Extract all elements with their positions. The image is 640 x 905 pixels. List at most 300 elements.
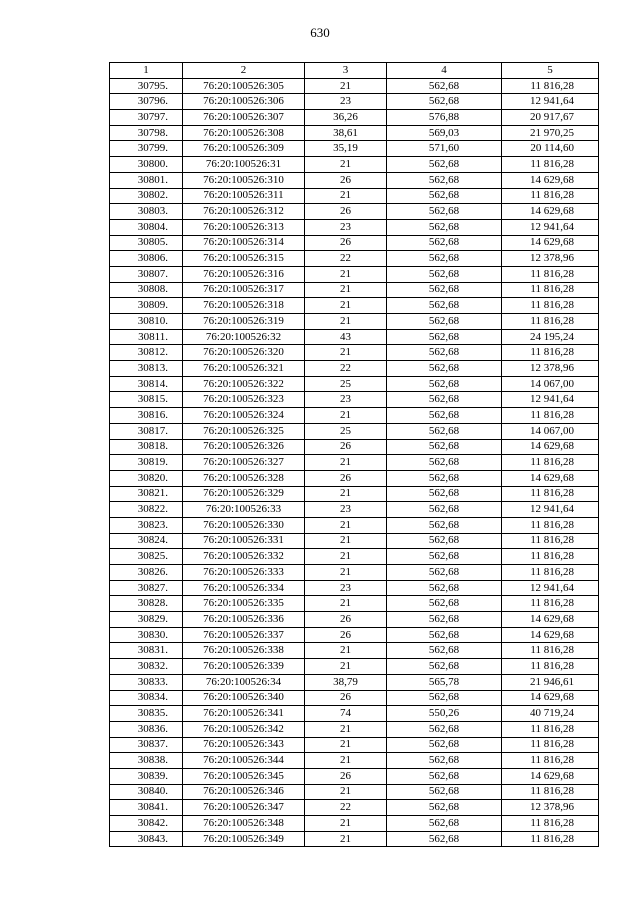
value-cell: 11 816,28 [502,345,599,361]
row-number-cell: 30809. [110,298,183,314]
rate-cell: 562,68 [387,94,502,110]
table-row [110,125,599,141]
table-row [110,580,599,596]
rate-cell: 562,68 [387,204,502,220]
area-cell: 26 [305,470,387,486]
area-cell: 21 [305,549,387,565]
area-cell: 26 [305,612,387,628]
cadastral-number-cell: 76:20:100526:312 [183,204,305,220]
value-cell: 14 629,68 [502,172,599,188]
rate-cell: 562,68 [387,266,502,282]
row-number-cell: 30807. [110,266,183,282]
row-number-cell: 30801. [110,172,183,188]
row-number-cell: 30833. [110,674,183,690]
table-row [110,172,599,188]
table-row [110,721,599,737]
value-cell: 11 816,28 [502,565,599,581]
rate-cell: 562,68 [387,219,502,235]
cadastral-number-cell: 76:20:100526:335 [183,596,305,612]
table-row [110,784,599,800]
value-cell: 11 816,28 [502,816,599,832]
column-header-1: 1 [110,63,183,79]
cadastral-number-cell: 76:20:100526:315 [183,251,305,267]
value-cell: 14 629,68 [502,768,599,784]
area-cell: 21 [305,188,387,204]
area-cell: 23 [305,94,387,110]
table-row [110,266,599,282]
column-header-4: 4 [387,63,502,79]
cadastral-number-cell: 76:20:100526:334 [183,580,305,596]
value-cell: 12 941,64 [502,502,599,518]
value-cell: 14 629,68 [502,627,599,643]
table-row [110,737,599,753]
area-cell: 21 [305,643,387,659]
area-cell: 21 [305,157,387,173]
table-row [110,329,599,345]
cadastral-number-cell: 76:20:100526:342 [183,721,305,737]
table-row [110,78,599,94]
value-cell: 40 719,24 [502,706,599,722]
table-row [110,219,599,235]
page-number: 630 [310,25,330,40]
rate-cell: 562,68 [387,549,502,565]
rate-cell: 562,68 [387,800,502,816]
table-header [110,63,599,79]
table-row [110,439,599,455]
table-row [110,517,599,533]
row-number-cell: 30819. [110,455,183,471]
cadastral-number-cell: 76:20:100526:309 [183,141,305,157]
rate-cell: 562,68 [387,737,502,753]
table-row [110,110,599,126]
area-cell: 38,61 [305,125,387,141]
rate-cell: 562,68 [387,188,502,204]
rate-cell: 562,68 [387,282,502,298]
value-cell: 14 629,68 [502,235,599,251]
value-cell: 21 946,61 [502,674,599,690]
rate-cell: 562,68 [387,690,502,706]
value-cell: 11 816,28 [502,737,599,753]
cadastral-number-cell: 76:20:100526:324 [183,408,305,424]
row-number-cell: 30839. [110,768,183,784]
table-row [110,345,599,361]
rate-cell: 562,68 [387,455,502,471]
row-number-cell: 30796. [110,94,183,110]
area-cell: 22 [305,800,387,816]
rate-cell: 562,68 [387,612,502,628]
row-number-cell: 30821. [110,486,183,502]
cadastral-number-cell: 76:20:100526:319 [183,314,305,330]
row-number-cell: 30820. [110,470,183,486]
table-row [110,455,599,471]
value-cell: 14 629,68 [502,204,599,220]
area-cell: 21 [305,282,387,298]
cadastral-number-cell: 76:20:100526:344 [183,753,305,769]
rate-cell: 569,03 [387,125,502,141]
row-number-cell: 30834. [110,690,183,706]
row-number-cell: 30800. [110,157,183,173]
cadastral-number-cell: 76:20:100526:341 [183,706,305,722]
area-cell: 26 [305,235,387,251]
rate-cell: 562,68 [387,408,502,424]
value-cell: 11 816,28 [502,486,599,502]
table-row [110,816,599,832]
row-number-cell: 30799. [110,141,183,157]
value-cell: 11 816,28 [502,659,599,675]
row-number-cell: 30838. [110,753,183,769]
cadastral-number-cell: 76:20:100526:323 [183,392,305,408]
cadastral-number-cell: 76:20:100526:321 [183,361,305,377]
cadastral-number-cell: 76:20:100526:331 [183,533,305,549]
area-cell: 74 [305,706,387,722]
rate-cell: 562,68 [387,643,502,659]
area-cell: 21 [305,266,387,282]
table-row [110,157,599,173]
rate-cell: 562,68 [387,659,502,675]
cadastral-number-cell: 76:20:100526:348 [183,816,305,832]
table-row [110,768,599,784]
value-cell: 11 816,28 [502,298,599,314]
value-cell: 12 941,64 [502,580,599,596]
area-cell: 21 [305,784,387,800]
value-cell: 20 917,67 [502,110,599,126]
area-cell: 21 [305,486,387,502]
rate-cell: 562,68 [387,345,502,361]
cadastral-number-cell: 76:20:100526:314 [183,235,305,251]
area-cell: 21 [305,455,387,471]
row-number-cell: 30795. [110,78,183,94]
rate-cell: 562,68 [387,533,502,549]
row-number-cell: 30830. [110,627,183,643]
cadastral-number-cell: 76:20:100526:330 [183,517,305,533]
cadastral-number-cell: 76:20:100526:31 [183,157,305,173]
row-number-cell: 30836. [110,721,183,737]
area-cell: 26 [305,690,387,706]
table-row [110,659,599,675]
area-cell: 38,79 [305,674,387,690]
cadastral-number-cell: 76:20:100526:316 [183,266,305,282]
value-cell: 11 816,28 [502,314,599,330]
row-number-cell: 30828. [110,596,183,612]
value-cell: 11 816,28 [502,78,599,94]
value-cell: 11 816,28 [502,188,599,204]
area-cell: 21 [305,314,387,330]
table-row [110,690,599,706]
value-cell: 11 816,28 [502,753,599,769]
value-cell: 11 816,28 [502,596,599,612]
rate-cell: 562,68 [387,423,502,439]
rate-cell: 576,88 [387,110,502,126]
table-row [110,486,599,502]
area-cell: 26 [305,768,387,784]
cadastral-number-cell: 76:20:100526:307 [183,110,305,126]
rate-cell: 562,68 [387,784,502,800]
value-cell: 11 816,28 [502,517,599,533]
value-cell: 11 816,28 [502,157,599,173]
rate-cell: 562,68 [387,361,502,377]
rate-cell: 550,26 [387,706,502,722]
area-cell: 21 [305,721,387,737]
cadastral-number-cell: 76:20:100526:305 [183,78,305,94]
area-cell: 21 [305,831,387,847]
row-number-cell: 30818. [110,439,183,455]
rate-cell: 562,68 [387,470,502,486]
cadastral-number-cell: 76:20:100526:327 [183,455,305,471]
row-number-cell: 30827. [110,580,183,596]
area-cell: 21 [305,533,387,549]
area-cell: 21 [305,517,387,533]
value-cell: 14 629,68 [502,612,599,628]
row-number-cell: 30835. [110,706,183,722]
value-cell: 11 816,28 [502,282,599,298]
row-number-cell: 30829. [110,612,183,628]
value-cell: 24 195,24 [502,329,599,345]
value-cell: 14 629,68 [502,470,599,486]
cadastral-number-cell: 76:20:100526:347 [183,800,305,816]
cadastral-number-cell: 76:20:100526:325 [183,423,305,439]
table-row [110,188,599,204]
area-cell: 23 [305,219,387,235]
cadastral-number-cell: 76:20:100526:349 [183,831,305,847]
header-row [110,63,599,79]
cadastral-number-cell: 76:20:100526:346 [183,784,305,800]
table-row [110,533,599,549]
value-cell: 11 816,28 [502,643,599,659]
value-cell: 14 067,00 [502,376,599,392]
cadastral-number-cell: 76:20:100526:343 [183,737,305,753]
table-row [110,423,599,439]
row-number-cell: 30824. [110,533,183,549]
value-cell: 14 629,68 [502,439,599,455]
table-row [110,549,599,565]
cadastral-number-cell: 76:20:100526:33 [183,502,305,518]
row-number-cell: 30841. [110,800,183,816]
area-cell: 21 [305,78,387,94]
rate-cell: 562,68 [387,596,502,612]
table-row [110,643,599,659]
row-number-cell: 30816. [110,408,183,424]
area-cell: 21 [305,659,387,675]
rate-cell: 562,68 [387,157,502,173]
cadastral-number-cell: 76:20:100526:336 [183,612,305,628]
area-cell: 26 [305,204,387,220]
value-cell: 11 816,28 [502,784,599,800]
rate-cell: 562,68 [387,78,502,94]
area-cell: 23 [305,502,387,518]
area-cell: 25 [305,423,387,439]
value-cell: 20 114,60 [502,141,599,157]
table-row [110,235,599,251]
row-number-cell: 30822. [110,502,183,518]
row-number-cell: 30803. [110,204,183,220]
row-number-cell: 30812. [110,345,183,361]
rate-cell: 562,68 [387,565,502,581]
value-cell: 11 816,28 [502,455,599,471]
table-row [110,502,599,518]
rate-cell: 562,68 [387,486,502,502]
table-row [110,706,599,722]
table-row [110,674,599,690]
cadastral-number-cell: 76:20:100526:320 [183,345,305,361]
table-row [110,596,599,612]
area-cell: 25 [305,376,387,392]
cadastral-number-cell: 76:20:100526:313 [183,219,305,235]
value-cell: 12 941,64 [502,94,599,110]
cadastral-number-cell: 76:20:100526:329 [183,486,305,502]
table-row [110,251,599,267]
area-cell: 21 [305,753,387,769]
area-cell: 21 [305,345,387,361]
rate-cell: 562,68 [387,580,502,596]
value-cell: 12 941,64 [502,392,599,408]
cadastral-number-cell: 76:20:100526:345 [183,768,305,784]
table-row [110,94,599,110]
table-row [110,627,599,643]
rate-cell: 562,68 [387,816,502,832]
area-cell: 21 [305,408,387,424]
rate-cell: 562,68 [387,329,502,345]
row-number-cell: 30814. [110,376,183,392]
rate-cell: 562,68 [387,235,502,251]
cadastral-number-cell: 76:20:100526:332 [183,549,305,565]
area-cell: 36,26 [305,110,387,126]
table-row [110,565,599,581]
rate-cell: 571,60 [387,141,502,157]
table-body [110,78,599,847]
cadastral-number-cell: 76:20:100526:328 [183,470,305,486]
rate-cell: 562,68 [387,439,502,455]
cadastral-number-cell: 76:20:100526:34 [183,674,305,690]
table-row [110,612,599,628]
table-row [110,831,599,847]
table-row [110,470,599,486]
row-number-cell: 30817. [110,423,183,439]
area-cell: 26 [305,172,387,188]
row-number-cell: 30831. [110,643,183,659]
row-number-cell: 30837. [110,737,183,753]
rate-cell: 562,68 [387,392,502,408]
rate-cell: 562,68 [387,721,502,737]
cadastral-number-cell: 76:20:100526:310 [183,172,305,188]
table-row [110,392,599,408]
rate-cell: 562,68 [387,502,502,518]
value-cell: 12 378,96 [502,800,599,816]
cadastral-number-cell: 76:20:100526:333 [183,565,305,581]
value-cell: 21 970,25 [502,125,599,141]
column-header-5: 5 [502,63,599,79]
table-row [110,800,599,816]
row-number-cell: 30815. [110,392,183,408]
value-cell: 11 816,28 [502,408,599,424]
registry-table [109,62,599,847]
area-cell: 21 [305,565,387,581]
table-row [110,361,599,377]
area-cell: 22 [305,361,387,377]
rate-cell: 562,68 [387,753,502,769]
rate-cell: 562,68 [387,517,502,533]
value-cell: 11 816,28 [502,721,599,737]
area-cell: 21 [305,298,387,314]
row-number-cell: 30798. [110,125,183,141]
cadastral-number-cell: 76:20:100526:337 [183,627,305,643]
area-cell: 22 [305,251,387,267]
area-cell: 43 [305,329,387,345]
cadastral-number-cell: 76:20:100526:322 [183,376,305,392]
rate-cell: 562,68 [387,831,502,847]
value-cell: 11 816,28 [502,831,599,847]
row-number-cell: 30842. [110,816,183,832]
cadastral-number-cell: 76:20:100526:308 [183,125,305,141]
value-cell: 12 941,64 [502,219,599,235]
row-number-cell: 30804. [110,219,183,235]
rate-cell: 562,68 [387,376,502,392]
cadastral-number-cell: 76:20:100526:311 [183,188,305,204]
cadastral-number-cell: 76:20:100526:317 [183,282,305,298]
area-cell: 23 [305,580,387,596]
table-row [110,298,599,314]
row-number-cell: 30832. [110,659,183,675]
area-cell: 23 [305,392,387,408]
row-number-cell: 30823. [110,517,183,533]
rate-cell: 562,68 [387,298,502,314]
row-number-cell: 30797. [110,110,183,126]
cadastral-number-cell: 76:20:100526:306 [183,94,305,110]
row-number-cell: 30813. [110,361,183,377]
row-number-cell: 30825. [110,549,183,565]
rate-cell: 562,68 [387,627,502,643]
table-row [110,204,599,220]
cadastral-number-cell: 76:20:100526:338 [183,643,305,659]
row-number-cell: 30802. [110,188,183,204]
value-cell: 14 629,68 [502,690,599,706]
row-number-cell: 30808. [110,282,183,298]
row-number-cell: 30810. [110,314,183,330]
column-header-3: 3 [305,63,387,79]
area-cell: 21 [305,737,387,753]
table-row [110,376,599,392]
value-cell: 11 816,28 [502,533,599,549]
row-number-cell: 30806. [110,251,183,267]
table-row [110,141,599,157]
area-cell: 26 [305,439,387,455]
rate-cell: 565,78 [387,674,502,690]
cadastral-number-cell: 76:20:100526:318 [183,298,305,314]
cadastral-number-cell: 76:20:100526:32 [183,329,305,345]
table-row [110,314,599,330]
row-number-cell: 30843. [110,831,183,847]
value-cell: 14 067,00 [502,423,599,439]
table-row [110,753,599,769]
rate-cell: 562,68 [387,768,502,784]
value-cell: 12 378,96 [502,361,599,377]
table-row [110,408,599,424]
row-number-cell: 30826. [110,565,183,581]
rate-cell: 562,68 [387,251,502,267]
value-cell: 11 816,28 [502,549,599,565]
rate-cell: 562,68 [387,314,502,330]
area-cell: 21 [305,596,387,612]
value-cell: 12 378,96 [502,251,599,267]
row-number-cell: 30840. [110,784,183,800]
row-number-cell: 30805. [110,235,183,251]
area-cell: 21 [305,816,387,832]
area-cell: 26 [305,627,387,643]
cadastral-number-cell: 76:20:100526:340 [183,690,305,706]
row-number-cell: 30811. [110,329,183,345]
area-cell: 35,19 [305,141,387,157]
value-cell: 11 816,28 [502,266,599,282]
rate-cell: 562,68 [387,172,502,188]
